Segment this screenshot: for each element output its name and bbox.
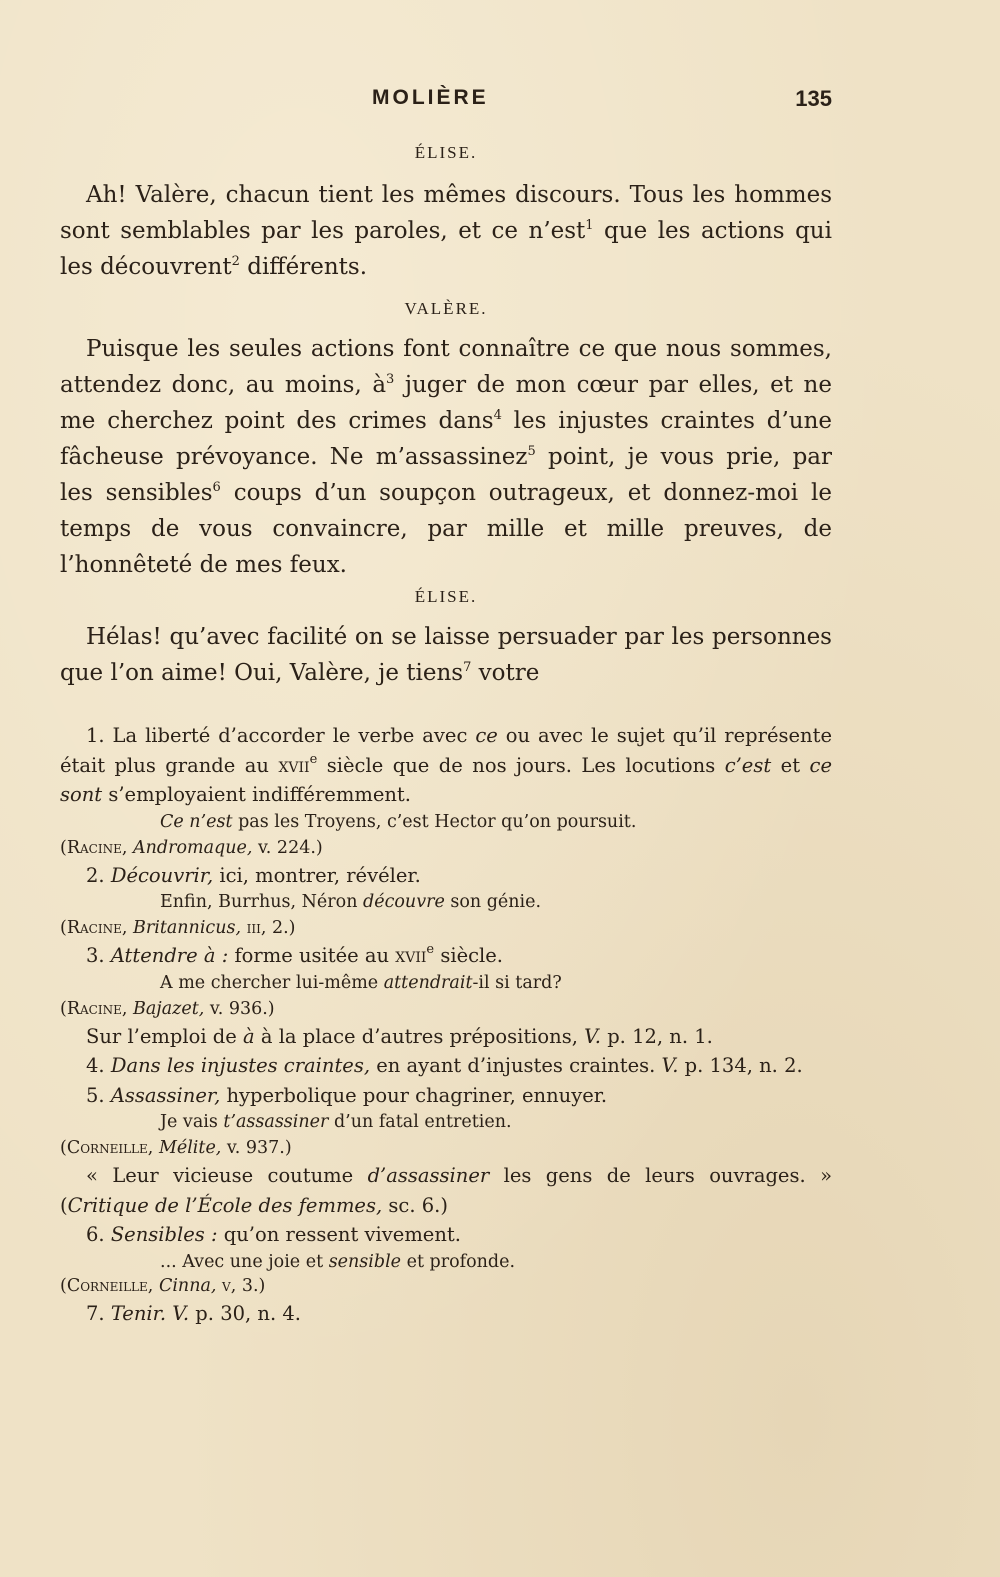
citation: (Racine, Britannicus, iii, 2.) [60,918,296,938]
footnote-3: 3. Attendre à : forme usitée au xvii$^e$ siècle. [86,942,504,967]
footnote-5: 5. Assassiner, hyperbolique pour chagriner, ennuyer. [86,1083,608,1107]
citation: (Corneille, Cinna, v, 3.) [60,1275,266,1296]
footnote-ref: 2 [231,254,240,269]
notes-separator [60,691,832,721]
main-text [60,143,832,1328]
footnote-7: 7. Tenir. V. p. 30, n. 4. [86,1301,301,1325]
footnote-ref: 6 [212,480,221,495]
footnote-6: 6. Sensibles : qu’on ressent vivement. [86,1223,461,1246]
footnote-ref: 7 [463,660,472,675]
speech-paragraph: Puisque les seules actions font connaître ce que nous sommes, attendez donc, au moins, $à^3$ juger de mon cœur par elles, et ne me cherchez point des crimes dans$^4$ les injustes craintes d’une fâcheuse prévoyance. Ne m’assassinez$^5$ point, je vous prie, par les sensibles$^6$ coups d’un soupçon outrageux, et donnez-moi le temps de vous convaincre, par mille et mille preuves, de l’honnêteté de mes feux. [60,336,833,578]
citation: (Racine, Andromaque, v. 224.) [60,837,323,858]
speech-paragraph: Ah! Valère, chacun tient les mêmes discours. Tous les hommes sont semblables par les paroles, et ce n’est$^1$ que les actions qui les découvrent$^2$ différents. [60,182,832,280]
footnote-ref: 1 [585,218,594,233]
speaker-name: ÉLISE. [414,143,478,162]
quotation: A me chercher lui-même attendrait-il si tard? [160,972,562,993]
speaker-name: ÉLISE. [414,587,478,606]
page-header [60,86,832,120]
footnote-ref: 5 [527,444,536,459]
footnotes [60,721,832,1328]
speaker-name: VALÈRE. [404,299,488,318]
footnote-ref: 3 [386,372,395,387]
quotation: Ce n’est pas les Troyens, c’est Hector qu’on poursuit. [160,811,637,832]
quotation: Enfin, Burrhus, Néron découvre son génie. [160,892,542,912]
footnote-2: 2. Découvrir, ici, montrer, révéler. [86,863,421,887]
footnote-ref: 4 [493,408,502,423]
footnote-3-extra: Sur l’emploi de à à la place d’autres prépositions, V. p. 12, n. 1. [86,1024,713,1048]
quotation: Je vais t’assassiner d’un fatal entretien. [160,1112,512,1132]
page-number: 135 [795,86,832,111]
quotation: ... Avec une joie et sensible et profonde. [160,1251,516,1272]
footnote-1: 1. La liberté d’accorder le verbe avec ce ou avec le sujet qu’il représente était plus grande au xvii$^e$ siècle que de nos jours. Les locutions c’est et ce sont s’employaient indifféremment. [60,724,832,806]
citation: (Corneille, Mélite, v. 937.) [60,1138,292,1158]
citation: (Racine, Bajazet, v. 936.) [60,998,275,1019]
running-title: MOLIÈRE [372,86,489,109]
footnote-5-extra: « Leur vicieuse coutume d’assassiner les gens de leurs ouvrages. » (Critique de l’École des femmes, sc. 6.) [60,1164,833,1217]
speech-paragraph: Hélas! qu’avec facilité on se laisse persuader par les personnes que l’on aime! Oui, Valère, je tiens$^7$ votre [60,624,832,686]
footnote-4: 4. Dans les injustes craintes, en ayant d’injustes craintes. V. p. 134, n. 2. [86,1054,803,1077]
